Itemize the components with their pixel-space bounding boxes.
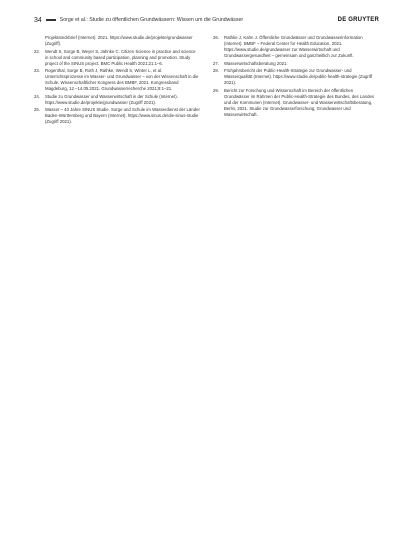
reference-number: 29.	[213, 87, 219, 93]
reference-number: 23.	[34, 68, 40, 73]
reference-text: Rogenthal, Sorge B, Roth J, Rathke, Wendt S, Winter L, et al. Unterrichtsprozesse im Wasser- und Grundwasser – von der Wissenschaft in die Schule. Wissenschaftlicher Kongress des BMBF, 2021. Kongressband Magdeburg, 12.–14.05.2021. Grundwasserrecherche 2021;8:1–21.	[45, 68, 199, 91]
reference-number: 24.	[34, 93, 40, 99]
reference-text: Wasser – 40 Jahre SINUS Studie. Sorge und Schule im Wasserdienst der Länder Baden-Württemberg und Bayern (Internet). https://www.sinus.de/die-sinus-studie (Zugriff 2021).	[45, 107, 200, 124]
reference-list	[34, 35, 379, 127]
reference-item	[213, 68, 379, 86]
reference-item	[34, 49, 200, 67]
reference-item	[34, 107, 200, 125]
page-number: 34	[34, 16, 42, 24]
reference-number: 26.	[213, 35, 219, 40]
header-dash	[46, 19, 56, 20]
reference-item	[34, 94, 200, 106]
reference-text: Wasserwirtschaftsberatung 2021.	[224, 60, 288, 66]
reference-column-left	[34, 35, 200, 127]
reference-number: 27.	[213, 60, 219, 66]
reference-number: 28.	[213, 68, 219, 73]
publisher-logo: DE GRUYTER	[337, 17, 379, 23]
running-title: Sorge et al.: Studie zu öffentlichen Grundwässern: Wissen um die Grundwässer	[59, 17, 244, 23]
reference-item	[34, 35, 200, 47]
reference-text: Rathke J, Kahn J. Öffentliche Grundwässer und Grundwasserinformation (Internet). BMBF – Federal Center for Health Education, 2021. https://www.studie.de/grundwasser zur Wasserwirtschaft und Grundwassergesundheit – gemeinsam und ganzheitlich zur Zukunft.	[224, 35, 363, 58]
reference-number: 25.	[34, 107, 40, 112]
reference-item	[34, 68, 200, 92]
reference-text: Frühjahrsbericht der Public-Health-Strategie zur Grundwasser- und Wasserqualität (Internet). https://www.studie.de/public-health-strategie (Zugriff 2021).	[224, 68, 373, 85]
reference-text: Projektsteckbrief (Internet). 2021. https://www.studie.de/projekte/grundwasser (Zugriff).	[45, 35, 193, 46]
running-header	[34, 14, 379, 26]
reference-item	[213, 88, 379, 118]
reference-text: Bericht zur Forschung und Wissenschaft im Bereich der öffentlichen Grundwässer im Rahmen der Public-Health-Strategie des Bundes, des Landes und der Kommunen (Internet). Grundwasser- und Wasserwirtschaftsberatung, Berlin, 2021. Studie zur Grundwasserforschung, Grundwasser und Wasserwirtschaft.	[224, 87, 374, 117]
reference-number: 22.	[34, 48, 40, 54]
reference-item	[213, 35, 379, 59]
reference-item	[213, 61, 379, 67]
reference-column-right	[213, 35, 379, 127]
reference-number	[34, 35, 45, 47]
reference-text: Studie zu Grundwasser und Wasserwirtschaft in der Schule (Internet). https://www.studie.de/projekte/grundwasser (Zugriff 2021).	[45, 93, 178, 105]
reference-text: Wendt S, Sorge B, Weyer S, Jahnke C. Citizen Science in practice and science in school and community based participation, planning and promotion. Study project of the SINUS project. BMC Public Health 2021;21:1–6.	[45, 48, 196, 66]
